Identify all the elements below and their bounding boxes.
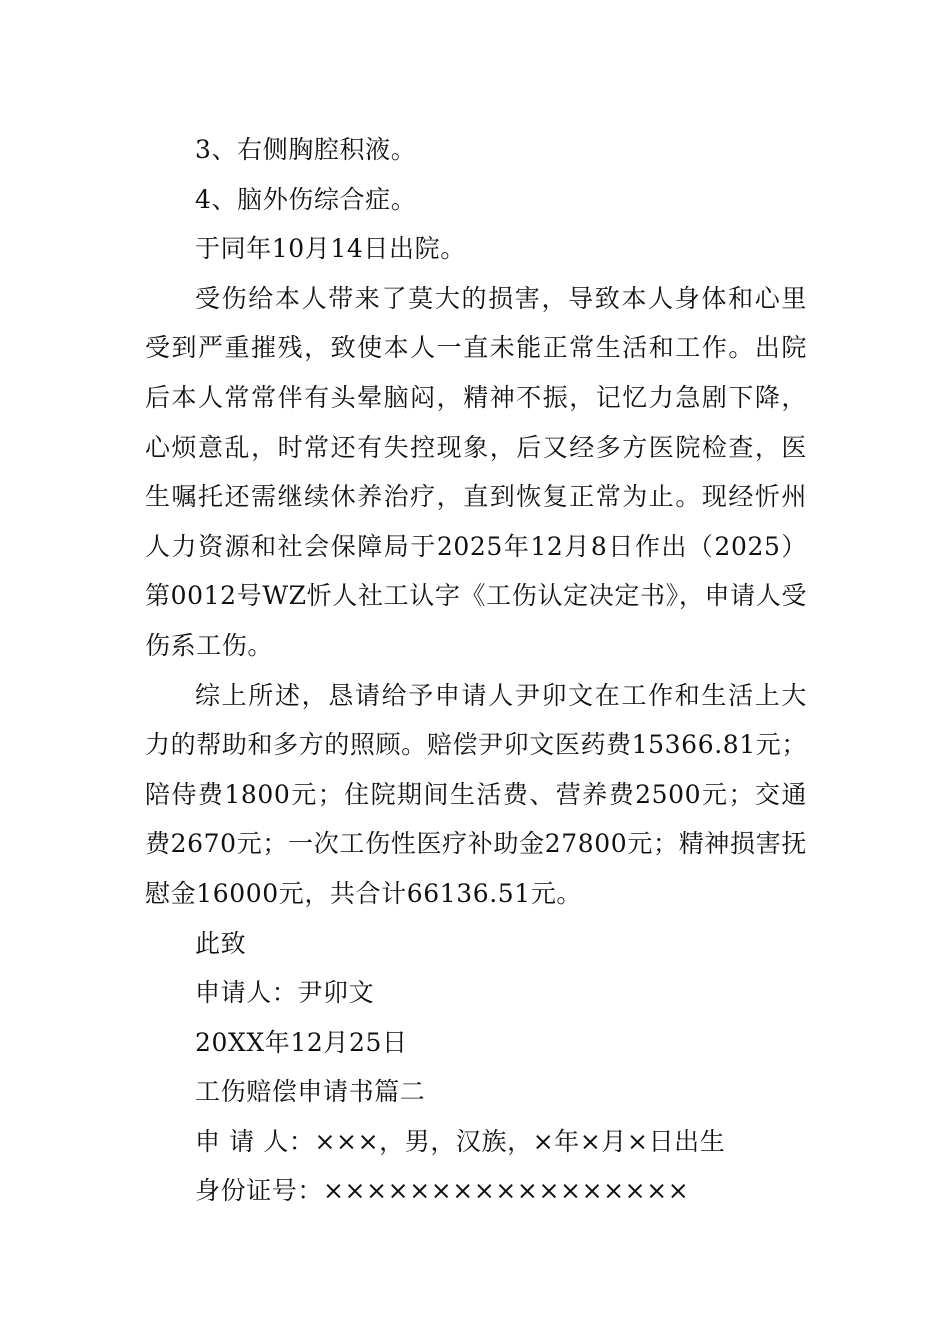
id-number: 身份证号：××××××××××××××××× bbox=[195, 1176, 690, 1206]
discharge-line: 于同年10月14日出院。 bbox=[195, 234, 466, 264]
applicant-info: 申 请 人：×××，男，汉族，×年×月×日出生 bbox=[195, 1126, 726, 1156]
document-date: 20XX年12月25日 bbox=[195, 1027, 408, 1057]
salutation: 此致 bbox=[195, 928, 247, 958]
applicant-signature: 申请人：尹卯文 bbox=[195, 978, 375, 1008]
section-title: 工伤赔偿申请书篇二 bbox=[195, 1077, 426, 1107]
summary-paragraph: 综上所述，恳请给予申请人尹卯文在工作和生活上大力的帮助和多方的照顾。赔偿尹卯文医药费15366.81元；陪侍费1800元；住院期间生活费、营养费2500元；交通费2670元；一次工伤性医疗补助金27800元；精神损害抚慰金16000元，共合计66136.51元。 bbox=[145, 680, 807, 908]
document-body bbox=[145, 125, 807, 1216]
list-item-3: 3、右侧胸腔积液。 bbox=[195, 135, 417, 164]
list-item-4: 4、脑外伤综合症。 bbox=[195, 184, 417, 214]
injury-paragraph: 受伤给本人带来了莫大的损害，导致本人身体和心里受到严重摧残，致使本人一直未能正常生活和工作。出院后本人常常伴有头晕脑闷，精神不振，记忆力急剧下降，心烦意乱，时常还有失控现象，后又经多方医院检查，医生嘱托还需继续休养治疗，直到恢复正常为止。现经忻州人力资源和社会保障局于2025年12月8日作出（2025）第0012号WZ忻人社工认字《工伤认定决定书》，申请人受伤系工伤。 bbox=[145, 283, 807, 660]
